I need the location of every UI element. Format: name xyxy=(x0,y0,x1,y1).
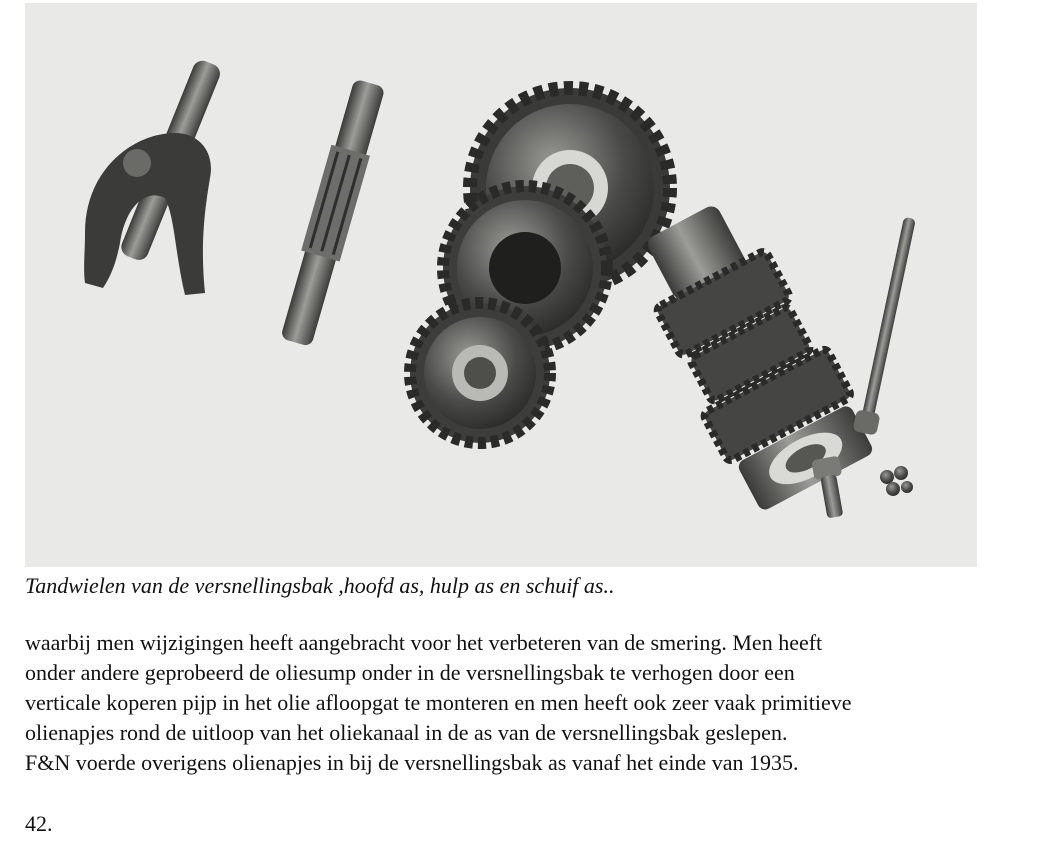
body-line: waarbij men wijzigingen heeft aangebracht voor het verbeteren van de smering. Men heeft xyxy=(25,630,823,655)
body-line: onder andere geprobeerd de oliesump onder in de versnellingsbak te verhogen door een xyxy=(25,660,795,685)
small-gear xyxy=(410,303,550,443)
ball-bearings xyxy=(880,466,913,496)
layshaft-gear-cluster xyxy=(618,189,880,515)
gearbox-parts-illustration xyxy=(25,3,977,567)
body-line: olienapjes rond de uitloop van het oliekanaal in de as van de versnellingsbak geslepen. xyxy=(25,720,788,745)
page-number: 42. xyxy=(25,811,53,836)
gearbox-parts-photo xyxy=(25,3,977,567)
shift-fork xyxy=(84,58,223,295)
body-paragraph xyxy=(25,628,1045,778)
selector-pin xyxy=(853,216,922,436)
body-line: F&N voerde overigens olienapjes in bij de versnellingsbak as vanaf het einde van 1935. xyxy=(25,750,799,775)
body-line: verticale koperen pijp in het olie afloopgat te monteren en men heeft ook zeer vaak primitieve xyxy=(25,690,852,715)
photo-caption: Tandwielen van de versnellingsbak ,hoofd as, hulp as en schuif as.. xyxy=(25,573,615,598)
main-shaft xyxy=(276,77,389,348)
